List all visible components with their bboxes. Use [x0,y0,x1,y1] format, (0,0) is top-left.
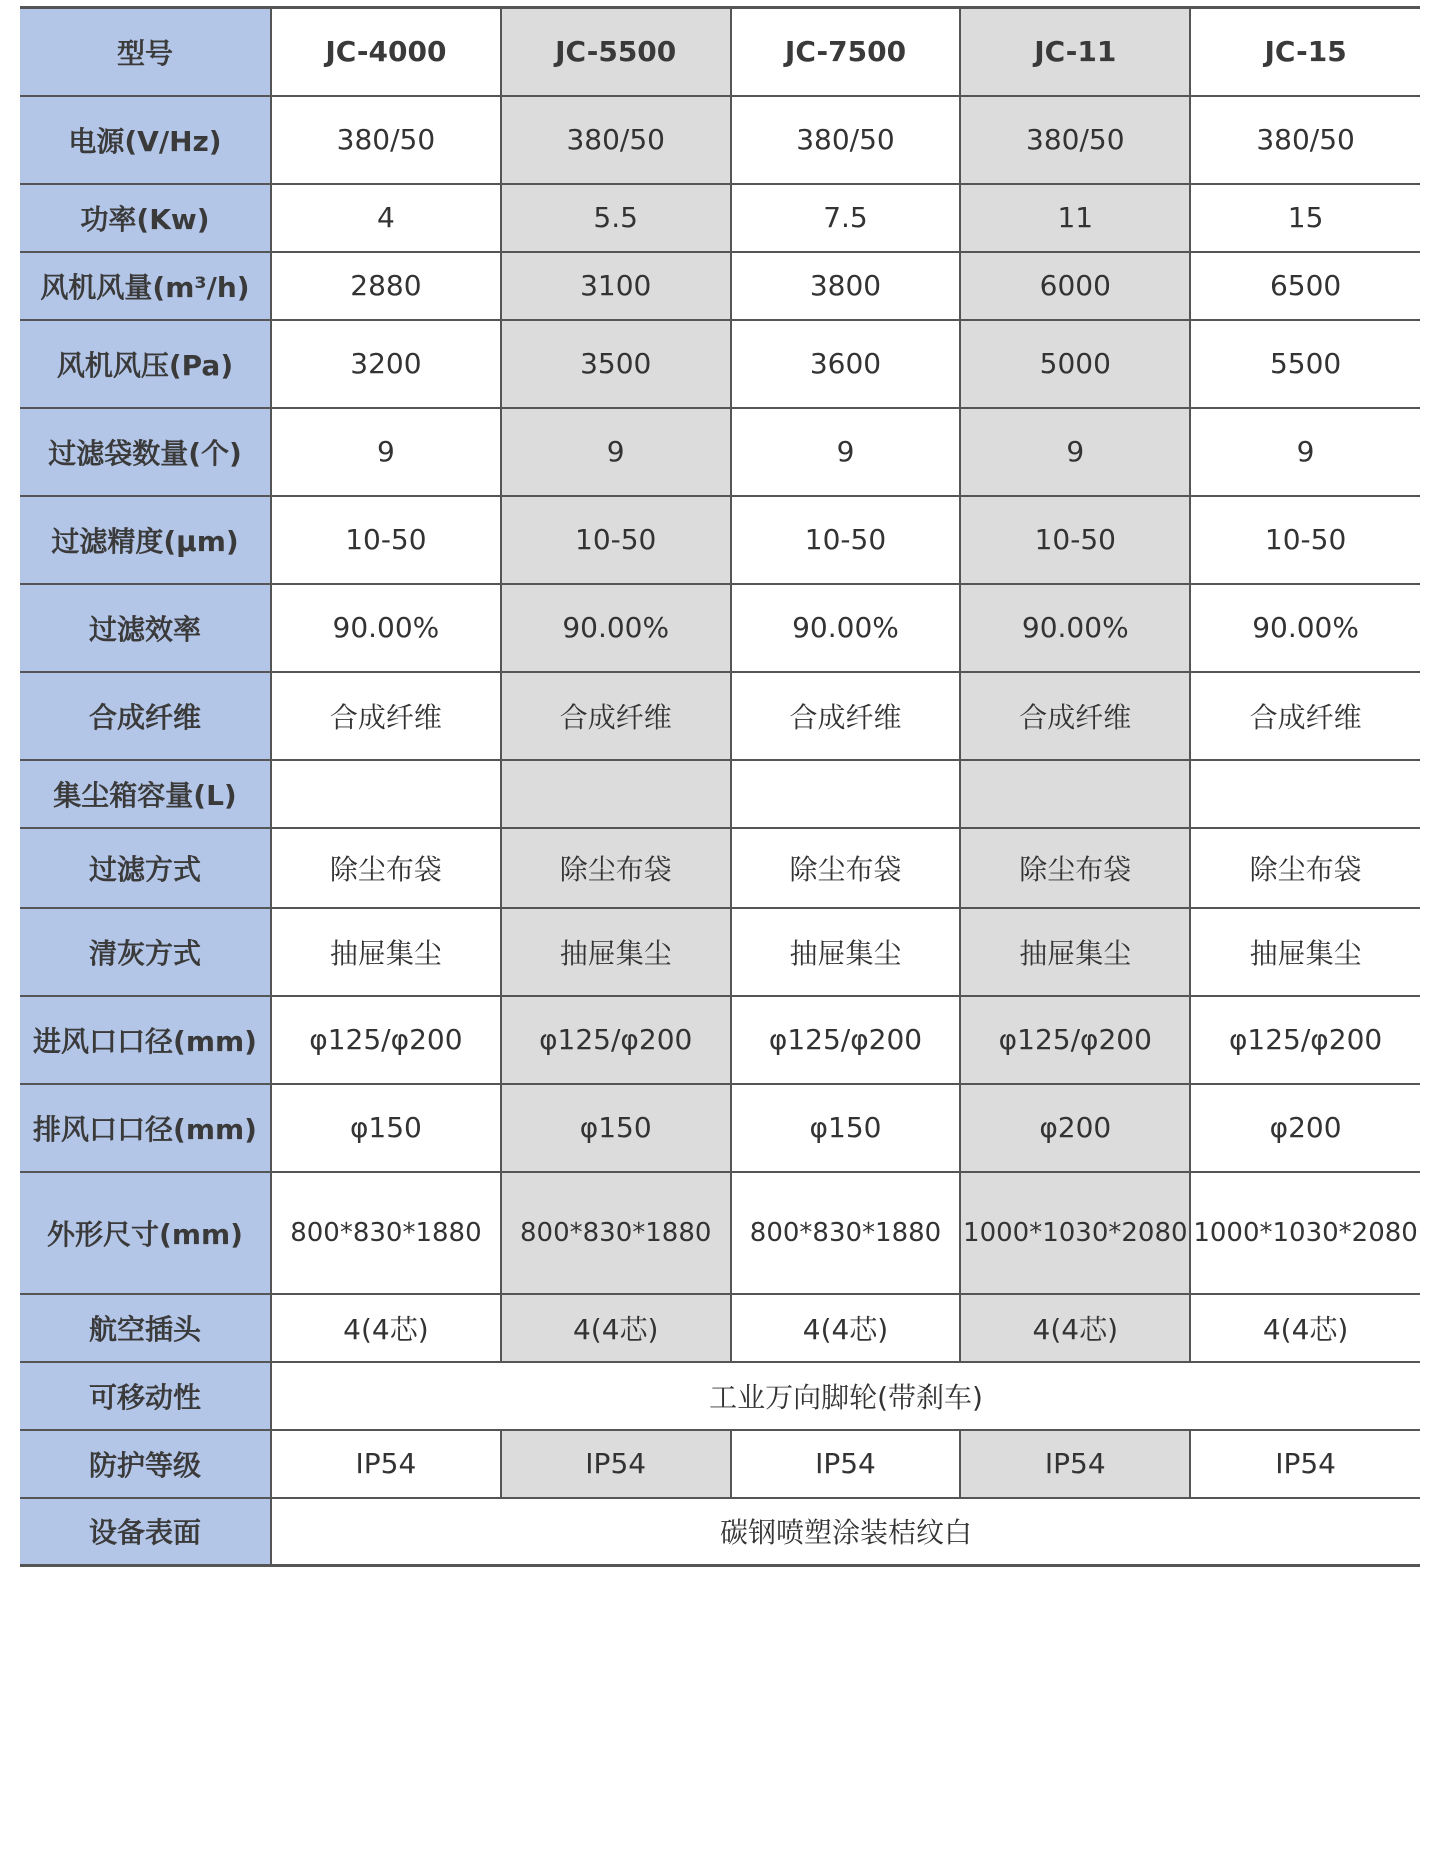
value-cell: φ125/φ200 [501,996,731,1084]
row-label: 风机风量(m³/h) [20,252,271,320]
spec-row [20,96,1420,184]
value-cell: 4 [271,184,501,252]
value-cell: φ200 [1190,1084,1420,1172]
value-cell: 3100 [501,252,731,320]
value-cell: 4(4芯) [960,1294,1190,1362]
value-cell: 10-50 [960,496,1190,584]
header-row [20,8,1420,96]
value-cell: 合成纤维 [271,672,501,760]
value-cell: 5500 [1190,320,1420,408]
spec-row [20,1294,1420,1362]
value-cell: 除尘布袋 [731,828,961,908]
row-label: 电源(V/Hz) [20,96,271,184]
spec-row [20,672,1420,760]
value-cell: 380/50 [731,96,961,184]
model-header: JC-7500 [731,8,961,96]
row-label: 过滤精度(μm) [20,496,271,584]
value-cell: 除尘布袋 [1190,828,1420,908]
value-cell: 9 [271,408,501,496]
value-cell: 除尘布袋 [501,828,731,908]
row-label: 功率(Kw) [20,184,271,252]
spec-row [20,1172,1420,1294]
value-cell [960,760,1190,828]
spec-row [20,320,1420,408]
spec-table-body [20,8,1420,1566]
value-cell: IP54 [960,1430,1190,1498]
spec-row [20,1498,1420,1566]
spec-table [20,6,1420,1567]
value-cell: 6500 [1190,252,1420,320]
value-cell [271,760,501,828]
value-cell: 抽屉集尘 [271,908,501,996]
spec-row [20,1084,1420,1172]
value-cell: 6000 [960,252,1190,320]
row-label: 设备表面 [20,1498,271,1566]
row-label: 外形尺寸(mm) [20,1172,271,1294]
value-cell: 800*830*1880 [271,1172,501,1294]
row-label: 进风口口径(mm) [20,996,271,1084]
value-cell: IP54 [501,1430,731,1498]
value-cell: 380/50 [501,96,731,184]
value-cell: 11 [960,184,1190,252]
value-cell [501,760,731,828]
value-cell: 5000 [960,320,1190,408]
value-cell: 抽屉集尘 [960,908,1190,996]
value-cell: φ125/φ200 [1190,996,1420,1084]
value-cell: 4(4芯) [501,1294,731,1362]
value-cell: 10-50 [271,496,501,584]
spec-row [20,828,1420,908]
value-cell: 抽屉集尘 [501,908,731,996]
spec-row [20,252,1420,320]
row-label: 过滤效率 [20,584,271,672]
spec-row [20,996,1420,1084]
value-cell: 4(4芯) [271,1294,501,1362]
value-cell: 10-50 [501,496,731,584]
value-cell: 除尘布袋 [271,828,501,908]
value-cell: φ150 [731,1084,961,1172]
row-label: 过滤方式 [20,828,271,908]
value-cell: 800*830*1880 [731,1172,961,1294]
value-cell: 4(4芯) [1190,1294,1420,1362]
value-cell: 380/50 [271,96,501,184]
value-cell: 9 [501,408,731,496]
value-cell: 9 [731,408,961,496]
value-cell: φ125/φ200 [731,996,961,1084]
merged-value-cell: 碳钢喷塑涂装桔纹白 [271,1498,1420,1566]
spec-row [20,584,1420,672]
value-cell: 90.00% [501,584,731,672]
header-label: 型号 [20,8,271,96]
spec-row [20,1362,1420,1430]
value-cell: 合成纤维 [960,672,1190,760]
value-cell: 除尘布袋 [960,828,1190,908]
value-cell: 90.00% [960,584,1190,672]
value-cell: 90.00% [731,584,961,672]
spec-row [20,1430,1420,1498]
value-cell: 合成纤维 [731,672,961,760]
value-cell: 1000*1030*2080 [1190,1172,1420,1294]
value-cell: 10-50 [731,496,961,584]
value-cell: 3600 [731,320,961,408]
value-cell: 800*830*1880 [501,1172,731,1294]
value-cell: 380/50 [960,96,1190,184]
value-cell: IP54 [731,1430,961,1498]
value-cell: 5.5 [501,184,731,252]
value-cell: 合成纤维 [1190,672,1420,760]
model-header: JC-11 [960,8,1190,96]
row-label: 风机风压(Pa) [20,320,271,408]
model-header: JC-4000 [271,8,501,96]
spec-row [20,908,1420,996]
model-header: JC-5500 [501,8,731,96]
row-label: 排风口口径(mm) [20,1084,271,1172]
value-cell: 3500 [501,320,731,408]
value-cell: IP54 [271,1430,501,1498]
spec-row [20,760,1420,828]
value-cell: φ125/φ200 [271,996,501,1084]
row-label: 合成纤维 [20,672,271,760]
value-cell: φ200 [960,1084,1190,1172]
value-cell: φ150 [271,1084,501,1172]
value-cell: φ125/φ200 [960,996,1190,1084]
value-cell: 7.5 [731,184,961,252]
spec-row [20,408,1420,496]
value-cell: 抽屉集尘 [731,908,961,996]
spec-row [20,496,1420,584]
value-cell: 90.00% [271,584,501,672]
value-cell: IP54 [1190,1430,1420,1498]
value-cell: 9 [960,408,1190,496]
value-cell: 380/50 [1190,96,1420,184]
value-cell: 15 [1190,184,1420,252]
value-cell: 合成纤维 [501,672,731,760]
value-cell [731,760,961,828]
value-cell: 3800 [731,252,961,320]
value-cell: 90.00% [1190,584,1420,672]
value-cell: 3200 [271,320,501,408]
row-label: 清灰方式 [20,908,271,996]
value-cell: 10-50 [1190,496,1420,584]
row-label: 集尘箱容量(L) [20,760,271,828]
value-cell: 抽屉集尘 [1190,908,1420,996]
row-label: 防护等级 [20,1430,271,1498]
value-cell [1190,760,1420,828]
value-cell: 1000*1030*2080 [960,1172,1190,1294]
value-cell: φ150 [501,1084,731,1172]
row-label: 可移动性 [20,1362,271,1430]
merged-value-cell: 工业万向脚轮(带刹车) [271,1362,1420,1430]
row-label: 过滤袋数量(个) [20,408,271,496]
value-cell: 4(4芯) [731,1294,961,1362]
model-header: JC-15 [1190,8,1420,96]
value-cell: 9 [1190,408,1420,496]
value-cell: 2880 [271,252,501,320]
row-label: 航空插头 [20,1294,271,1362]
spec-row [20,184,1420,252]
